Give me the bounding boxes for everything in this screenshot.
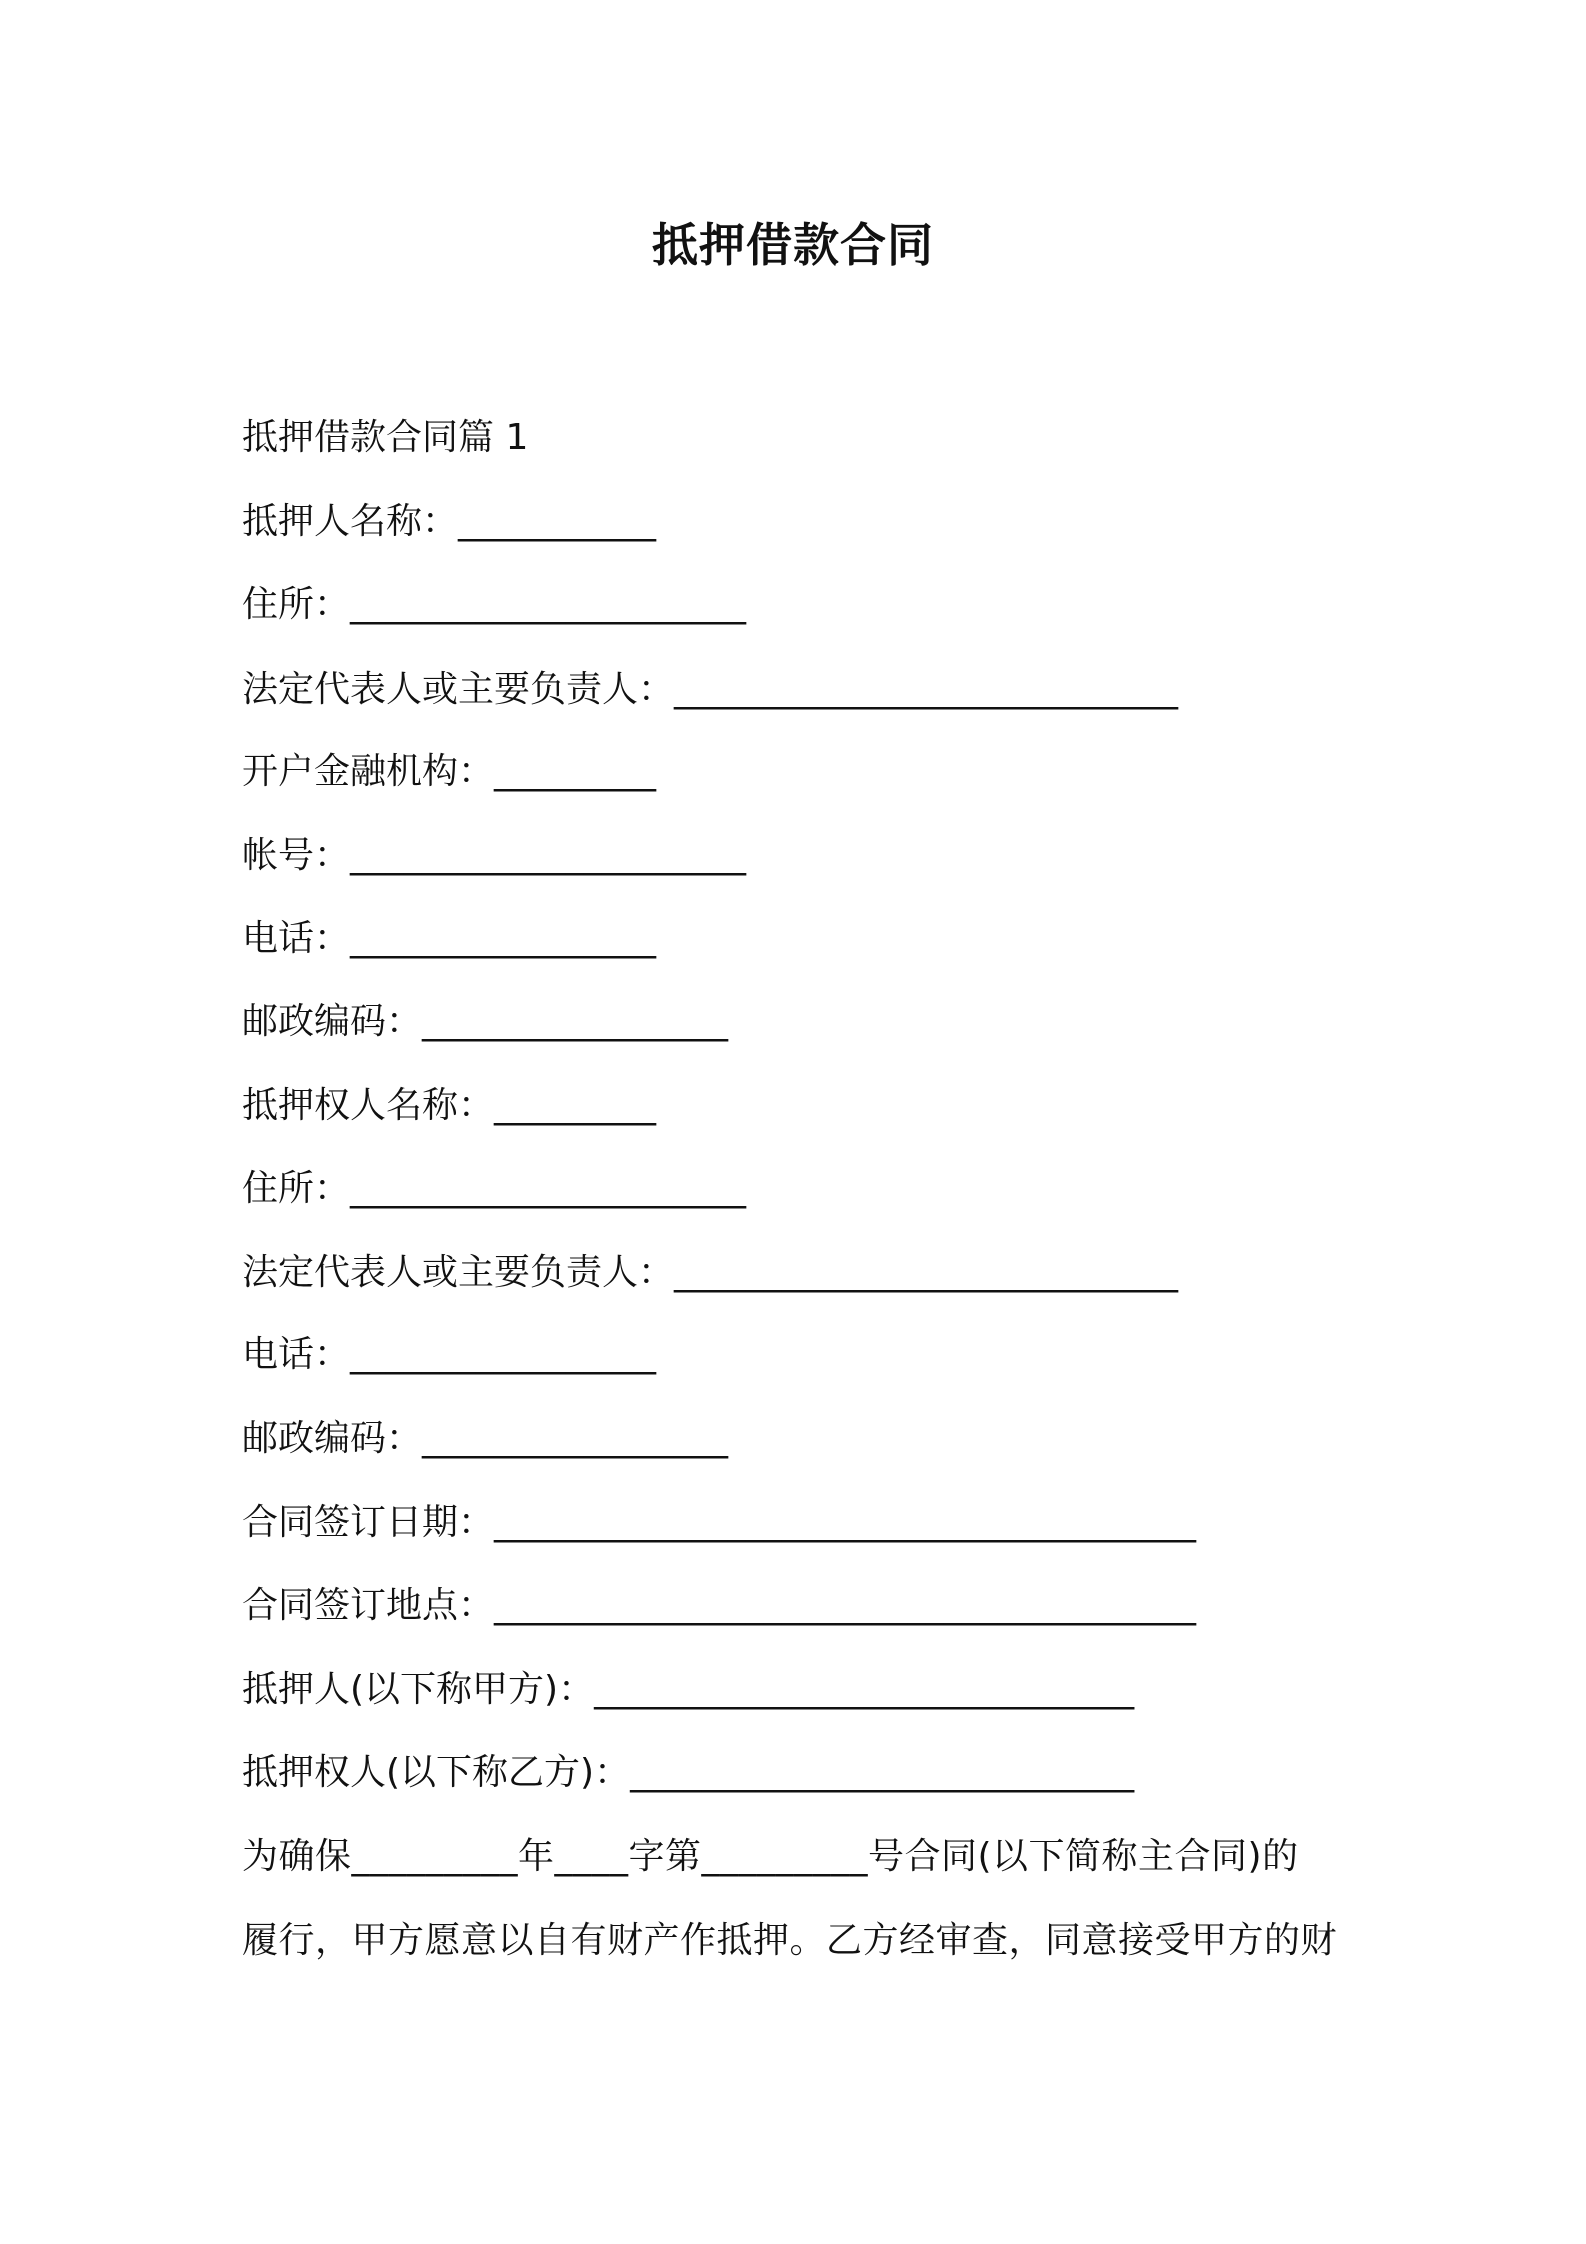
field-account: 帐号：______________________ xyxy=(242,835,747,876)
field-mortgagor-legal-rep: 法定代表人或主要负责人：____________________________ xyxy=(242,669,1179,710)
field-mortgagee-name: 抵押权人名称：_________ xyxy=(242,1085,657,1126)
field-mortgagor-phone: 电话：_________________ xyxy=(242,918,657,959)
field-mortgagor-postcode: 邮政编码：_________________ xyxy=(242,1001,729,1042)
paragraph-line-1: 为确保_________年____字第_________号合同(以下简称主合同)的 xyxy=(242,1836,1299,1877)
document-title: 抵押借款合同 xyxy=(652,218,934,272)
field-party-b: 抵押权人(以下称乙方)：____________________________ xyxy=(242,1752,1135,1793)
field-mortgagor-address: 住所：______________________ xyxy=(242,584,747,625)
field-mortgagee-legal-rep: 法定代表人或主要负责人：____________________________ xyxy=(242,1252,1179,1293)
paragraph-line-2: 履行，甲方愿意以自有财产作抵押。乙方经审查，同意接受甲方的财 xyxy=(242,1920,1338,1961)
field-mortgagee-phone: 电话：_________________ xyxy=(242,1334,657,1375)
section-heading: 抵押借款合同篇 1 xyxy=(242,417,529,458)
field-mortgagor-name: 抵押人名称：___________ xyxy=(242,501,657,542)
field-mortgagee-address: 住所：______________________ xyxy=(242,1168,747,1209)
field-mortgagee-postcode: 邮政编码：_________________ xyxy=(242,1418,729,1459)
field-sign-date: 合同签订日期：_______________________________________ xyxy=(242,1502,1197,1543)
field-sign-place: 合同签订地点：_______________________________________ xyxy=(242,1585,1197,1626)
field-bank: 开户金融机构：_________ xyxy=(242,751,657,792)
field-party-a: 抵押人(以下称甲方)：______________________________ xyxy=(242,1669,1135,1710)
